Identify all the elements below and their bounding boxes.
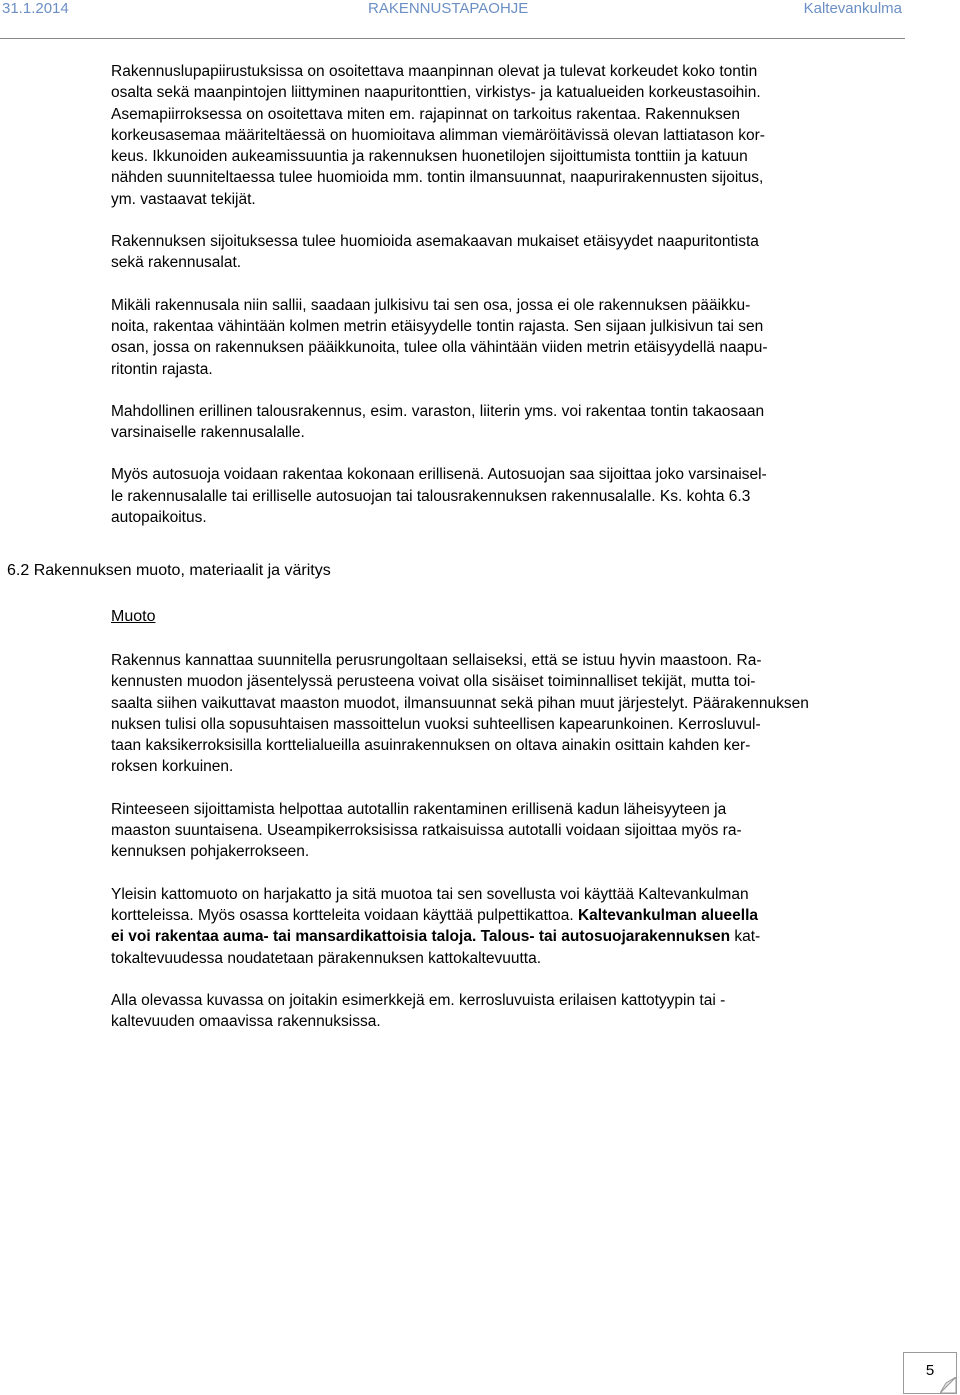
text-line: Rinteeseen sijoittamista helpottaa autotallin rakentaminen erillisenä kadun läheisyyteen ja — [111, 800, 727, 818]
paragraph-building-form — [111, 650, 901, 778]
text-line: nähden suunniteltaessa tulee huomioida mm. tontin ilmansuunnat, naapurirakennusten sijoitus, — [111, 169, 764, 187]
text-line: kortteleissa. Myös osassa kortteleita voidaan käyttää pulpettikattoa. — [111, 906, 578, 924]
text-line: kennuksen pohjakerrokseen. — [111, 843, 310, 861]
text-line: noita, rakentaa vähintään kolmen metrin etäisyydelle tontin rajasta. Sen sijaan julkisivun tai sen — [111, 317, 764, 335]
text-line: maaston suuntaisena. Useampikerroksisissa ratkaisuissa autotalli voidaan sijoittaa myös ra- — [111, 822, 742, 840]
text-line: Rakennuksen sijoituksessa tulee huomioida asemakaavan mukaiset etäisyydet naapuritontista — [111, 233, 759, 251]
text-line: nuksen tulisi olla sopusuhtaisen massoittelun vuoksi suhteellisen kapearunkoinen. Kerrosluvul- — [111, 715, 761, 733]
text-line: Asemapiirroksessa on osoitettava miten em. rajapinnat on tarkoitus rakentaa. Rakennuksen — [111, 105, 740, 123]
paragraph-carport — [111, 464, 901, 528]
intro-section — [111, 61, 901, 528]
text-line: osalta sekä maanpintojen liittyminen naapuritonttien, virkistys- ja katualueiden korkeustasoihin. — [111, 84, 761, 102]
text-line: ym. vastaavat tekijät. — [111, 190, 256, 208]
text-line: Myös autosuoja voidaan rakentaa kokonaan erillisenä. Autosuojan saa sijoittaa joko varsinaisel- — [111, 466, 767, 484]
bold-text: ei voi rakentaa auma- tai mansardikattoisia taloja. Talous- tai autosuojarakennuksen — [111, 928, 731, 946]
text-line: Yleisin kattomuoto on harjakatto ja sitä muotoa tai sen sovellusta voi käyttää Kaltevankulman — [111, 885, 749, 903]
text-line: keus. Ikkunoiden aukeamissuuntia ja rakennuksen huonetilojen sijoittumista tonttiin ja katuun — [111, 148, 748, 166]
text-line: Mahdollinen erillinen talousrakennus, esim. varaston, liiterin yms. voi rakentaa tontin takaosaan — [111, 402, 765, 420]
page-curl-icon — [940, 1377, 956, 1393]
section-heading: 6.2 Rakennuksen muoto, materiaalit ja väritys — [7, 562, 331, 579]
paragraph-outbuilding — [111, 401, 901, 444]
text-line: autopaikoitus. — [111, 509, 207, 527]
page-number-box — [903, 1352, 957, 1394]
text-line: le rakennusalalle tai erilliselle autosuojan tai talousrakennuksen rakennusalalle. Ks. kohta 6.3 — [111, 487, 751, 505]
paragraph-slope — [111, 799, 901, 863]
text-line: korkeusasemaa määriteltäessä on huomioitava alimman viemäröitävissä olevan lattiatason kor- — [111, 126, 765, 144]
form-section — [111, 650, 901, 1032]
text-line: taan kaksikerroksisilla korttelialueilla asuinrakennuksen on oltava ainakin osittain kahden ker- — [111, 737, 751, 755]
text-line: saalta siihen vaikuttavat maaston muodot, ilmansuunnat sekä pihan muut järjestelyt. Päärakennuksen — [111, 694, 809, 712]
page-header — [0, 0, 960, 40]
text-line: Alla olevassa kuvassa on joitakin esimerkkejä em. kerrosluvuista erilaisen kattotyypin tai - — [111, 991, 726, 1009]
paragraph-placement — [111, 231, 901, 274]
header-place: Kaltevankulma — [803, 0, 902, 17]
text-line: tokaltevuudessa noudatetaan pärakennuksen kattokaltevuutta. — [111, 949, 542, 967]
text-line: kaltevuuden omaavissa rakennuksissa. — [111, 1013, 381, 1031]
paragraph-facade-distance — [111, 295, 901, 380]
text-line: kennusten muodon jäsentelyssä perusteena voivat olla sisäiset toiminnalliset tekijät, mutta toi- — [111, 673, 756, 691]
header-title: RAKENNUSTAPAOHJE — [368, 0, 529, 17]
subheading-muoto: Muoto — [111, 608, 156, 625]
text-line: sekä rakennusalat. — [111, 254, 242, 272]
text-line: osan, jossa on rakennuksen pääikkunoita, tulee olla vähintään viiden metrin etäisyydellä naapu- — [111, 339, 768, 357]
text-line: kat- — [730, 928, 761, 946]
page-number: 5 — [925, 1362, 935, 1379]
bold-text: Kaltevankulman alueella — [577, 906, 759, 924]
text-line: Rakennuslupapiirustuksissa on osoitettava maanpinnan olevat ja tulevat korkeudet koko tontin — [111, 63, 758, 80]
text-line: Rakennus kannattaa suunnitella perusrungoltaan sellaiseksi, että se istuu hyvin maastoon. Ra- — [111, 652, 762, 669]
text-line: Mikäli rakennusala niin sallii, saadaan julkisivu tai sen osa, jossa ei ole rakennuksen pääikku- — [111, 296, 751, 314]
text-line: roksen korkuinen. — [111, 758, 234, 776]
header-date: 31.1.2014 — [2, 0, 69, 17]
header-rule — [0, 38, 905, 39]
paragraph-roof — [111, 884, 901, 969]
text-line: varsinaiselle rakennusalalle. — [111, 424, 305, 442]
paragraph-heights — [111, 61, 901, 210]
paragraph-examples — [111, 990, 901, 1033]
text-line: ritontin rajasta. — [111, 360, 213, 378]
